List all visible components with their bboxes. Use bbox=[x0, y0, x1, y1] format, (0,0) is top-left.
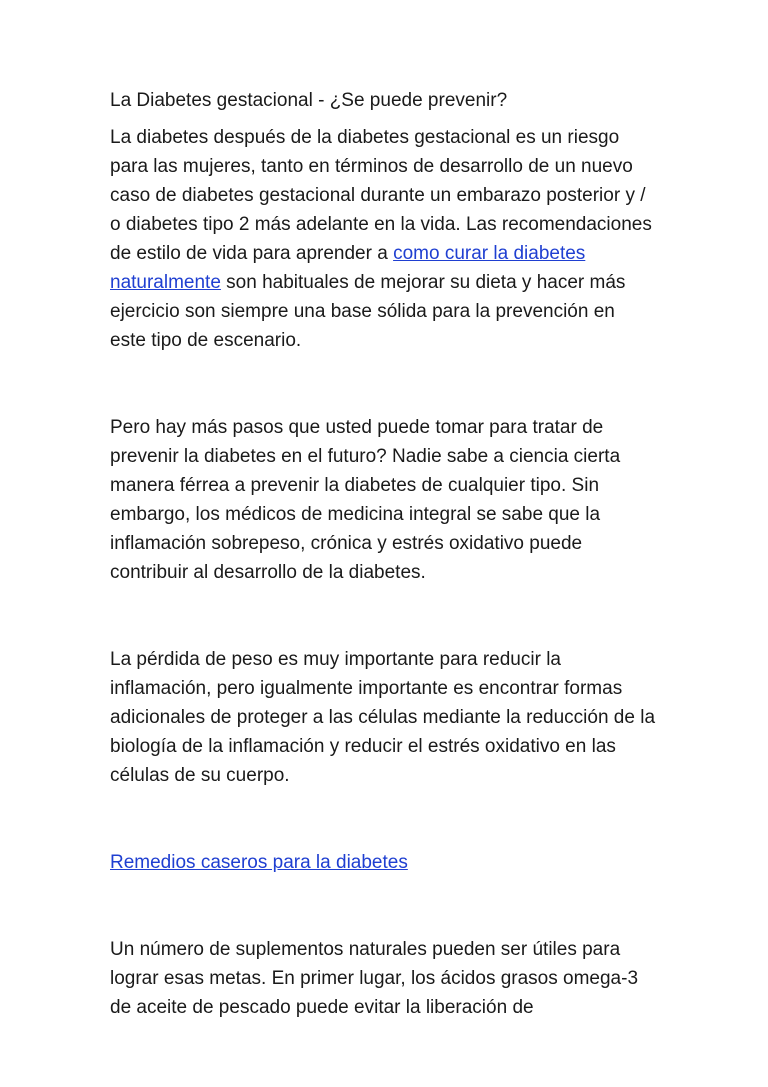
paragraph-prevention: Pero hay más pasos que usted puede tomar para tratar de prevenir la diabetes en el futuro? Nadie sabe a ciencia cierta manera férrea a prevenir la diabetes de cualquier tipo. Sin embargo, los médicos de medicina integral se sabe que la inflamación sobrepeso, crónica y estrés oxidativo puede contribuir al desarrollo de la diabetes. bbox=[110, 417, 621, 583]
home-remedies-link-paragraph bbox=[110, 848, 655, 877]
cure-diabetes-naturally-link[interactable]: como curar la diabetes naturalmente bbox=[110, 243, 586, 293]
home-remedies-link[interactable]: Remedios caseros para la diabetes bbox=[110, 852, 408, 873]
paragraph-intro-text-before: La diabetes después de la diabetes gestacional es un riesgo para las mujeres, tanto en términos de desarrollo de un nuevo caso de diabetes gestacional durante un embarazo posterior y / o diabetes tipo 2 más adelante en la vida. Las recomendaciones de estilo de vida para aprender a bbox=[110, 127, 652, 264]
document-title: La Diabetes gestacional - ¿Se puede prevenir? bbox=[110, 90, 508, 111]
paragraph-intro bbox=[110, 123, 655, 355]
document-page bbox=[110, 86, 655, 1022]
paragraph-intro-text-after: son habituales de mejorar su dieta y hacer más ejercicio son siempre una base sólida para la prevención en este tipo de escenario. bbox=[110, 272, 626, 351]
paragraph-weight-loss: La pérdida de peso es muy importante para reducir la inflamación, pero igualmente importante es encontrar formas adicionales de proteger a las células mediante la reducción de la biología de la inflamación y reducir el estrés oxidativo en las células de su cuerpo. bbox=[110, 649, 656, 786]
paragraph-supplements: Un número de suplementos naturales pueden ser útiles para lograr esas metas. En primer lugar, los ácidos grasos omega-3 de aceite de pescado puede evitar la liberación de bbox=[110, 939, 639, 1018]
